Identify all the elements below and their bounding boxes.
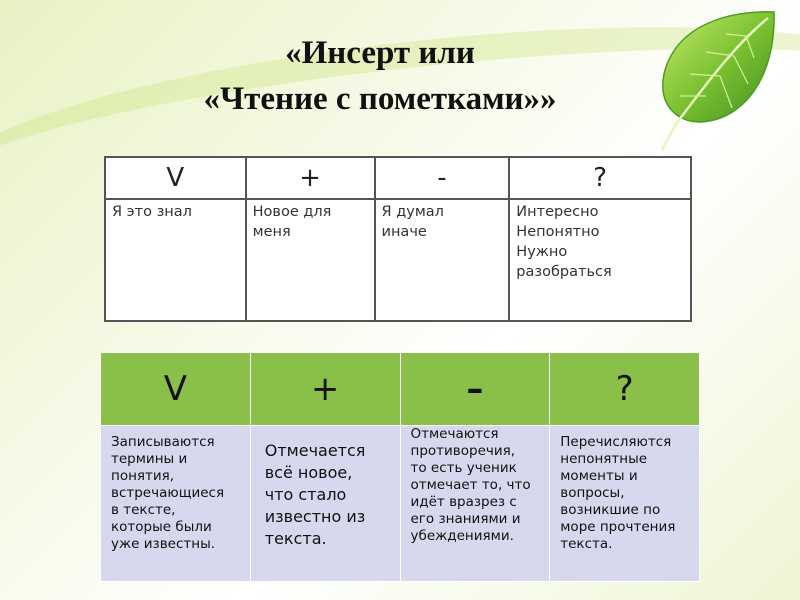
cell-line: Перечисляются — [560, 434, 672, 450]
cell-line: Интересно — [516, 204, 599, 220]
cell-line: в тексте, — [111, 502, 176, 518]
cell-line: Отмечаются — [410, 426, 499, 442]
cell-line: встречающиеся — [111, 485, 225, 501]
table-bottom-cell — [250, 426, 400, 582]
table-bottom-cell — [101, 426, 251, 582]
table-bottom-header-cell: ? — [550, 353, 700, 426]
page-title — [120, 30, 640, 122]
cell-line: уже известны. — [111, 536, 216, 552]
table-bottom-header-cell: + — [250, 353, 400, 426]
table-bottom-header-cell: – — [400, 353, 550, 426]
cell-line: отмечает то, что — [410, 477, 531, 493]
table-bottom-body-row — [101, 426, 700, 582]
table-top-cell — [509, 199, 691, 321]
table-top-cell — [375, 199, 510, 321]
table-bottom-cell — [550, 426, 700, 582]
cell-line: идёт вразрез с — [410, 494, 517, 510]
cell-line: что стало — [264, 485, 347, 504]
table-bottom — [100, 352, 700, 582]
cell-line: иначе — [381, 224, 427, 240]
table-bottom-header-row — [101, 353, 700, 426]
table-top-cell — [105, 199, 246, 321]
table-top — [104, 156, 692, 322]
cell-line: моменты и — [560, 468, 638, 484]
cell-line: понятия, — [111, 468, 175, 484]
cell-line: текста. — [560, 536, 613, 552]
table-top-body-row — [105, 199, 691, 321]
title-line-1: «Инсерт или — [285, 35, 475, 71]
cell-line: Я это знал — [112, 204, 192, 220]
table-top-header-cell: V — [105, 157, 246, 199]
cell-line: Нужно — [516, 244, 568, 260]
table-top-header-row — [105, 157, 691, 199]
cell-line: его знаниями и — [410, 511, 521, 527]
cell-line: термины и — [111, 451, 188, 467]
cell-line: возникшие по — [560, 502, 661, 518]
cell-line: известно из — [264, 507, 366, 526]
table-bottom-cell — [400, 426, 550, 582]
cell-line: море прочтения — [560, 519, 676, 535]
table-bottom-header-cell: V — [101, 353, 251, 426]
cell-line: меня — [252, 224, 291, 240]
table-top-header-cell: + — [246, 157, 375, 199]
cell-line: которые были — [111, 519, 212, 535]
cell-line: Отмечается — [264, 441, 366, 460]
cell-line: разобраться — [516, 264, 612, 280]
cell-line: противоречия, — [410, 443, 516, 459]
title-line-2: «Чтение с пометками»» — [203, 81, 557, 117]
cell-line: всё новое, — [264, 463, 353, 482]
cell-line: Я думал — [381, 204, 444, 220]
cell-line: непонятные — [560, 451, 648, 467]
leaf-icon — [636, 4, 786, 154]
cell-line: Новое для — [252, 204, 332, 220]
table-top-header-cell: ? — [509, 157, 691, 199]
cell-line: Непонятно — [516, 224, 600, 240]
table-top-cell — [246, 199, 375, 321]
cell-line: вопросы, — [560, 485, 625, 501]
cell-line: Записываются — [111, 434, 215, 450]
cell-line: текста. — [264, 529, 327, 548]
cell-line: то есть ученик — [410, 460, 517, 476]
table-top-header-cell: - — [375, 157, 510, 199]
cell-line: убеждениями. — [410, 528, 514, 544]
